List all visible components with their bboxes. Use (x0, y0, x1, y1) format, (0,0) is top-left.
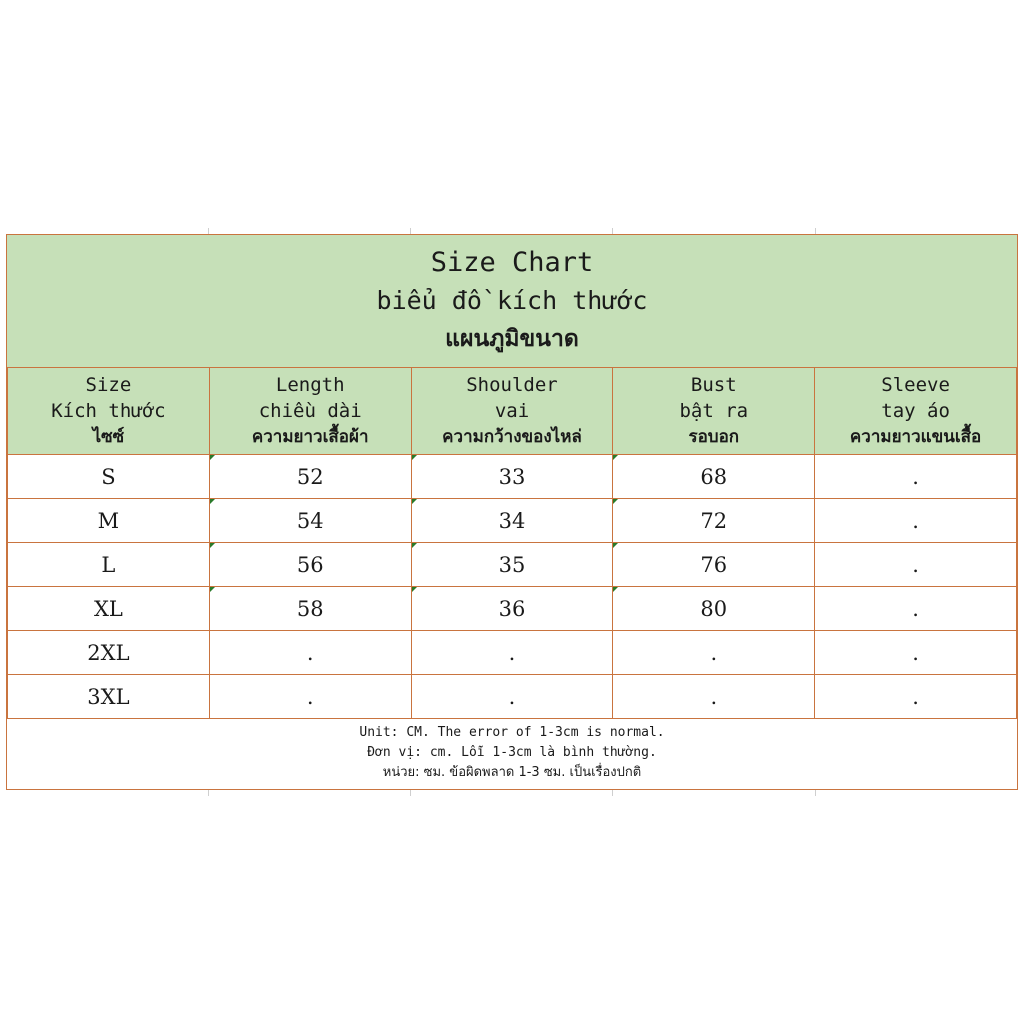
length-cell: 54 (209, 499, 411, 543)
size-cell: 3XL (8, 675, 210, 719)
header-row (8, 368, 1017, 455)
length-cell: 58 (209, 587, 411, 631)
size-table (7, 367, 1017, 719)
sheet-gridline (410, 790, 411, 796)
length-cell: . (209, 631, 411, 675)
column-header-sleeve (815, 368, 1017, 455)
header-label-vi: Kích thước (51, 400, 166, 422)
sleeve-cell: . (815, 587, 1017, 631)
sleeve-cell: . (815, 543, 1017, 587)
column-header-bust (613, 368, 815, 455)
size-cell: 2XL (8, 631, 210, 675)
size-cell: S (8, 455, 210, 499)
header-label-th: ความยาวเสื้อผ้า (251, 427, 369, 447)
sheet-gridline (208, 790, 209, 796)
shoulder-cell: 35 (411, 543, 613, 587)
title-english: Size Chart (430, 247, 594, 278)
size-chart (6, 234, 1018, 790)
shoulder-cell: 33 (411, 455, 613, 499)
shoulder-cell: 34 (411, 499, 613, 543)
shoulder-cell: . (411, 675, 613, 719)
length-cell: . (209, 675, 411, 719)
table-row (8, 631, 1017, 675)
header-label-th: ความยาวแขนเสื้อ (849, 427, 982, 447)
sleeve-cell: . (815, 455, 1017, 499)
header-label-vi: tay áo (881, 400, 950, 422)
size-cell: M (8, 499, 210, 543)
header-label-vi: chiều dài (258, 400, 362, 422)
header-label-th: รอบอก (688, 427, 740, 447)
column-header-length (209, 368, 411, 455)
header-label-th: ความกว้างของไหล่ (442, 427, 582, 447)
header-label-en: Size (85, 374, 132, 396)
size-cell: XL (8, 587, 210, 631)
table-row (8, 543, 1017, 587)
title-vietnamese: biểu đồ kích thước (376, 286, 648, 315)
title-thai: แผนภูมิขนาด (445, 326, 579, 352)
length-cell: 56 (209, 543, 411, 587)
sleeve-cell: . (815, 499, 1017, 543)
note-english: Unit: CM. The error of 1-3cm is normal. (359, 724, 665, 740)
shoulder-cell: . (411, 631, 613, 675)
header-label-en: Shoulder (466, 374, 558, 396)
bust-cell: 76 (613, 543, 815, 587)
header-label-en: Sleeve (881, 374, 950, 396)
column-header-size (8, 368, 210, 455)
bust-cell: 80 (613, 587, 815, 631)
bust-cell: 72 (613, 499, 815, 543)
table-row (8, 455, 1017, 499)
table-row (8, 587, 1017, 631)
sleeve-cell: . (815, 675, 1017, 719)
shoulder-cell: 36 (411, 587, 613, 631)
sleeve-cell: . (815, 631, 1017, 675)
note-thai: หน่วย: ซม. ข้อผิดพลาด 1-3 ซม. เป็นเรื่องปกติ (382, 764, 642, 780)
measurement-note (7, 716, 1017, 789)
header-label-vi: vai (494, 400, 530, 422)
sheet-gridline (815, 790, 816, 796)
bust-cell: 68 (613, 455, 815, 499)
sheet-gridline (612, 790, 613, 796)
table-row (8, 675, 1017, 719)
length-cell: 52 (209, 455, 411, 499)
size-cell: L (8, 543, 210, 587)
column-header-shoulder (411, 368, 613, 455)
header-label-vi: bật ra (679, 400, 749, 422)
bust-cell: . (613, 675, 815, 719)
header-label-en: Bust (690, 374, 737, 396)
table-row (8, 499, 1017, 543)
note-vietnamese: Đơn vị: cm. Lỗi 1-3cm là bình thường. (367, 744, 657, 760)
header-label-en: Length (275, 374, 345, 396)
title-block (7, 235, 1017, 368)
bust-cell: . (613, 631, 815, 675)
header-label-th: ไซซ์ (92, 427, 125, 447)
